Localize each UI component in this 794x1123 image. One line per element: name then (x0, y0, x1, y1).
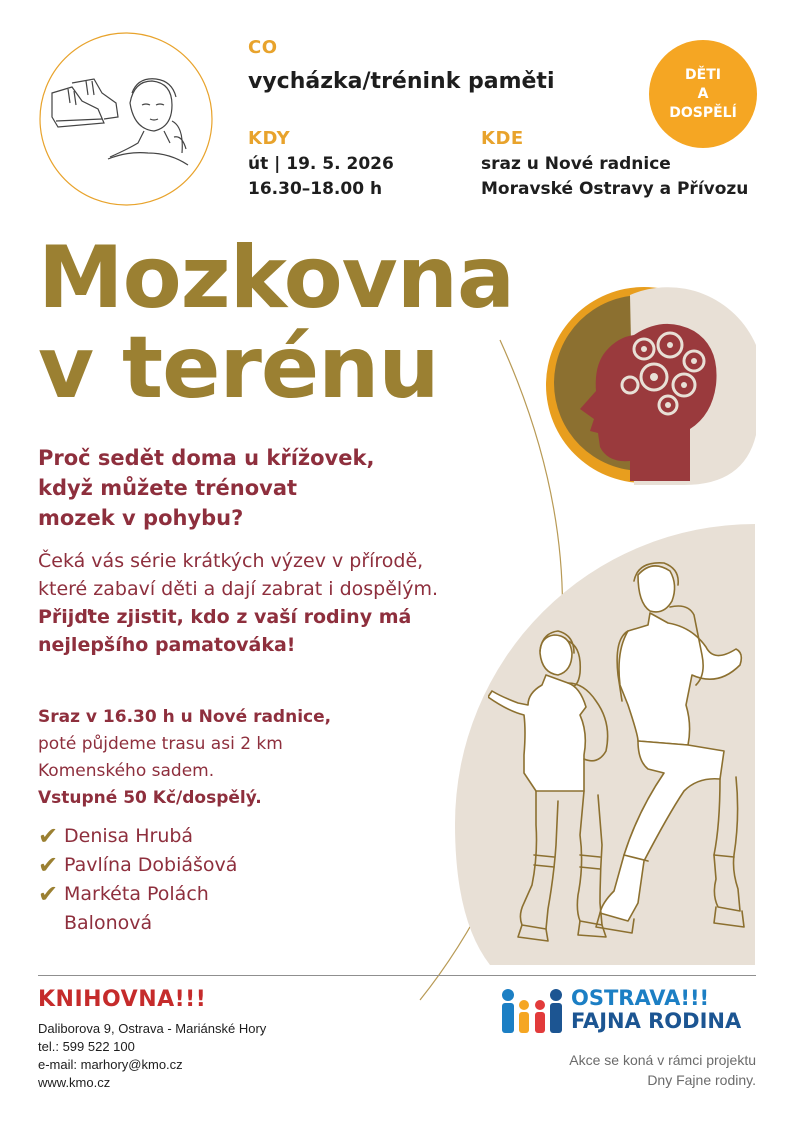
event-time: 16.30–18.00 h (248, 179, 383, 199)
project-logo (571, 987, 741, 1033)
question-text (38, 443, 374, 533)
library-phone: tel.: 599 522 100 (38, 1039, 135, 1054)
check-icon: ✔ (38, 822, 59, 850)
hikers-illustration (488, 555, 750, 965)
description-line-2: které zabaví děti a dají zabrat i dospělým. (38, 578, 438, 600)
title-line-2: v terénu (38, 318, 439, 418)
co-label: CO (248, 37, 278, 58)
description-line-1: Čeká vás série krátkých výzev v přírodě, (38, 550, 424, 572)
organizer-name: Markéta Polách (64, 883, 209, 905)
footer-divider (38, 975, 756, 976)
event-date: út | 19. 5. 2026 (248, 154, 394, 174)
organizer-name: Denisa Hrubá (64, 825, 194, 847)
organizer-item (38, 851, 237, 880)
organizer-item-continued (38, 909, 237, 938)
family-icon (498, 987, 566, 1035)
organizer-item (38, 880, 237, 909)
organizers-list (38, 822, 237, 938)
question-line-1: Proč sedět doma u křížovek, (38, 446, 375, 470)
badge-line-3: DOSPĚLÍ (669, 104, 737, 121)
location-line-2: Moravské Ostravy a Přívozu (481, 179, 749, 199)
project-note-line-1: Akce se koná v rámci projektu (569, 1052, 756, 1068)
location-line-1: sraz u Nové radnice (481, 154, 671, 174)
title-line-1: Mozkovna (38, 228, 515, 328)
library-email[interactable]: e-mail: marhory@kmo.cz (38, 1057, 183, 1072)
project-note-line-2: Dny Fajne rodiny. (647, 1072, 756, 1088)
library-contact (38, 1020, 266, 1092)
organizer-item (38, 822, 237, 851)
project-logo-line-2: FAJNA RODINA (571, 1009, 742, 1033)
project-note (470, 1050, 756, 1090)
brain-gears-illustration (544, 285, 756, 500)
meeting-point: Sraz v 16.30 h u Nové radnice, (38, 707, 332, 727)
project-logo-line-1: OSTRAVA!!! (571, 986, 710, 1010)
entry-fee: Vstupné 50 Kč/dospělý. (38, 788, 262, 808)
badge-line-1: DĚTI (685, 66, 721, 83)
description-bold-2: nejlepšího pamatováka! (38, 634, 296, 656)
kdy-label: KDY (248, 128, 291, 149)
badge-line-2: A (697, 85, 709, 102)
organizer-name: Pavlína Dobiášová (64, 854, 238, 876)
library-address: Daliborova 9, Ostrava - Mariánské Hory (38, 1021, 267, 1036)
activity-type: vycházka/trénink paměti (248, 69, 555, 94)
route-line-1: poté půjdeme trasu asi 2 km (38, 734, 283, 754)
description-bold-1: Přijďte zjistit, kdo z vaší rodiny má (38, 606, 412, 628)
description (38, 547, 438, 659)
library-web[interactable]: www.kmo.cz (38, 1075, 111, 1090)
library-logo: KNIHOVNA!!! (38, 987, 207, 1012)
question-line-2: když můžete trénovat (38, 476, 298, 500)
check-icon: ✔ (38, 851, 59, 879)
organizer-name-continued: Balonová (64, 912, 153, 934)
check-icon: ✔ (38, 880, 59, 908)
meeting-details (38, 704, 331, 812)
kde-label: KDE (481, 128, 524, 149)
route-line-2: Komenského sadem. (38, 761, 215, 781)
question-line-3: mozek v pohybu? (38, 506, 244, 530)
